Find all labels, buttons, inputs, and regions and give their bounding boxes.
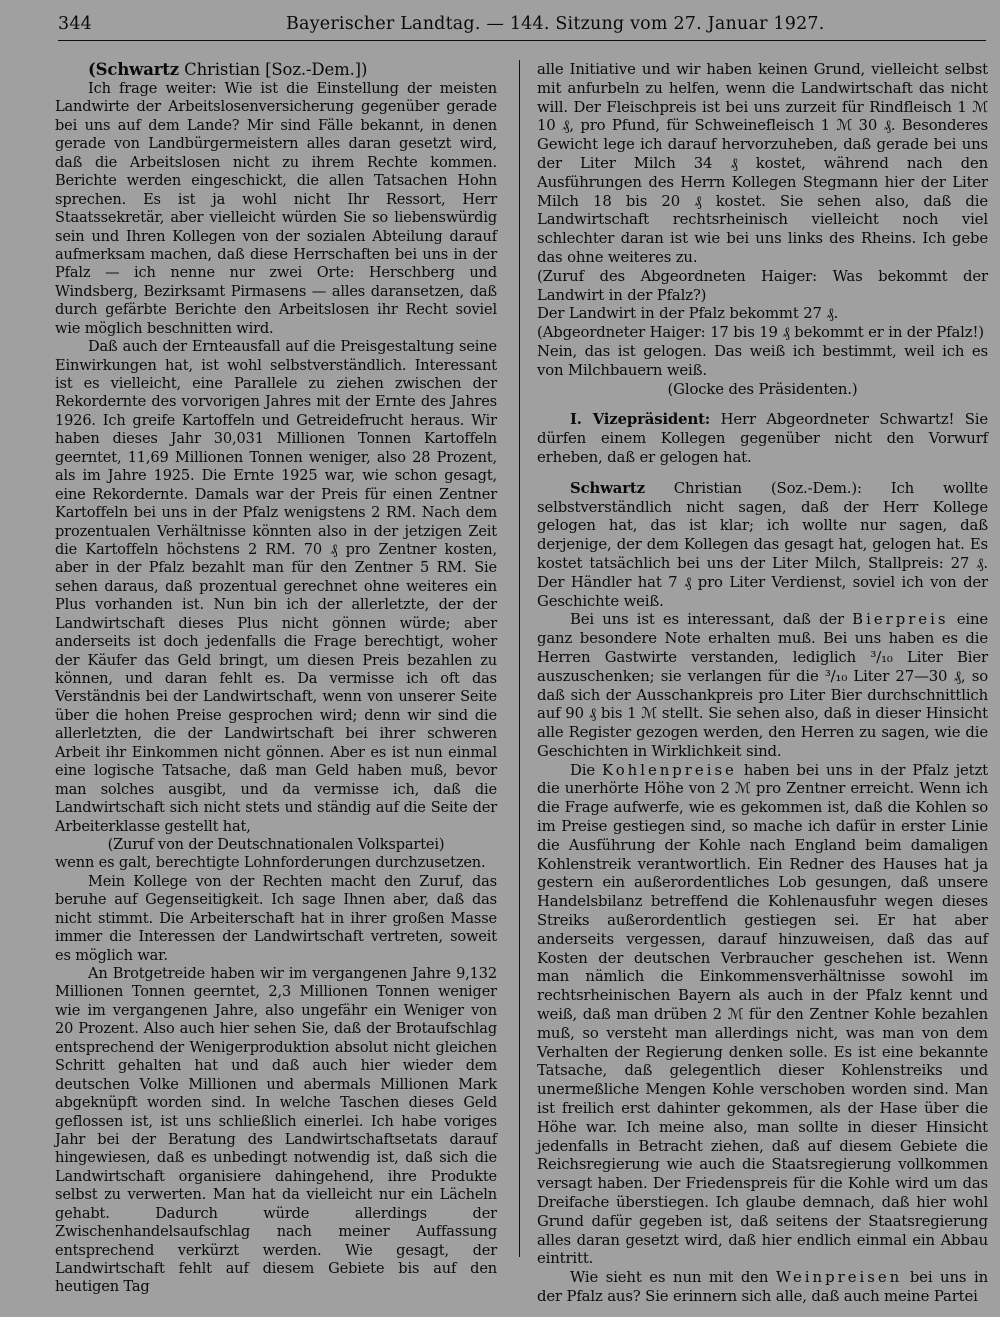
spacer — [537, 398, 988, 410]
text-run: haben bei uns in der Pfalz jetzt die unerhörte Höhe von 2 ℳ pro Zentner erreicht. Wenn ich die Frage aufwerfe, wie es gekommen ist, daß die Kohlen so im Preise gestiegen sind, so mache ich dafür in erster Linie die Ausführung der Kohle nach England beim damaligen Kohlenstreik verantwortlich. Ein Redner des Hauses hat ja gestern ein außerordentliches Lob gesungen, daß unsere Handelsbilanz betreffend die Kohlenausfuhr wegen dieses Streiks außerordentlich gestiegen sei. Er hat aber anderseits vergessen, darauf hinzuweisen, daß das auf Kosten der deutschen Verbraucher geschehen ist. Wenn man nämlich die Einkommensverhältnisse sowohl im rechtsrheinischen Bayern als auch in der Pfalz kennt und weiß, daß man drüben 2 ℳ für den Zentner Kohle bezahlen muß, so versteht man allerdings nicht, was man von dem Verhalten der Regierung denken solle. Es ist eine bekannte Tatsache, daß gelegentlich dieser Kohlenstreiks und unermeßliche Mengen Kohle verschoben worden sind. Man ist freilich erst dahinter gekommen, als der Hase über die Höhe war. Ich meine also, man sollte in dieser Hinsicht jedenfalls in Betracht ziehen, daß auf diesem Gebiete die Reichsregierung wie auch die Staatsregierung vollkommen versagt haben. Der Friedenspreis für die Kohle wird um das Dreifache überstiegen. Ich glaube demnach, daß hier wohl Grund dafür gegeben ist, daß seitens der Staatsregierung alles daran gesetzt wird, daß hier endlich einmal ein Abbau eintritt. — [537, 760, 988, 1268]
text-run: eine ganz besondere Note erhalten muß. Bei uns haben es die Herren Gastwirte verstanden, lediglich ³/₁₀ Liter Bier auszuschenken; sie verlangen für die ³/₁₀ Liter 27—30 ₰, so daß sich der Ausschankpreis pro Liter Bier durchschnittlich auf 90 ₰ bis 1 ℳ stellt. Sie sehen also, daß in dieser Hinsicht alle Register gezogen werden, den Herren zu sagen, wie die Geschichten in Wirklichkeit sind. — [537, 610, 988, 760]
speaker-reply — [537, 479, 988, 611]
emphasis-term: Bierpreis — [852, 610, 949, 629]
text-run: Wie sieht es nun mit den — [570, 1268, 776, 1287]
interjection: (Zuruf von der Deutschnationalen Volkspartei) — [107, 835, 445, 853]
interjection: (Zuruf des Abgeordneten Haiger: Was bekommt der Landwirt in der Pfalz?) — [537, 266, 988, 304]
emphasis-term: Weinpreisen — [775, 1268, 903, 1287]
president-text: Herr Abgeordneter Schwartz! Sie dürfen einem Kollegen gegenüber nicht den Vorwurf erheben, daß er gelogen hat. — [537, 410, 988, 466]
paragraph: Nein, das ist gelogen. Das weiß ich bestimmt, weil ich es von Milchbauern weiß. — [537, 341, 988, 379]
paragraph: Ich frage weiter: Wie ist die Einstellung der meisten Landwirte der Arbeitslosenversicherung gegenüber gerade bei uns auf dem Lande? Mir sind Fälle bekannt, in denen gerade von Landbürgermeistern alles daran gesetzt wird, daß die Arbeitslosen nicht zu ihrem Rechte kommen. Berichte werden eingeschickt, die allen Tatsachen Hohn sprechen. Es ist ja wohl nicht Ihr Ressort, Herr Staatssekretär, aber vielleicht würden Sie so liebenswürdig sein und Ihren Kollegen von der sozialen Abteilung darauf aufmerksam machen, daß diese Herrschaften bei uns in der Pfalz — ich nenne nur zwei Orte: Herschberg und Windsberg, Bezirksamt Pirmasens — alles daransetzen, daß durch gefärbte Berichte den Arbeitslosen ihr Recht soviel wie möglich beschnitten wird. — [55, 80, 497, 337]
interjection: (Abgeordneter Haiger: 17 bis 19 ₰ bekommt er in der Pfalz!) — [537, 323, 984, 342]
paragraph: Der Landwirt in der Pfalz bekommt 27 ₰. — [537, 304, 839, 323]
right-column — [537, 60, 988, 1306]
text-run: Bei uns ist es interessant, daß der — [570, 610, 853, 629]
paragraph-continuation: alle Initiative und wir haben keinen Grund, vielleicht selbst mit anfurbeln zu helfen, wenn die Landwirtschaft das nicht will. Der Fleischpreis ist bei uns zurzeit für Rindfleisch 1 ℳ 10 ₰, pro Pfund, für Schweinefleisch 1 ℳ 30 ₰. Besonderes Gewicht lege ich darauf hervorzuheben, daß gerade bei uns der Liter Milch 34 ₰ kostet, während nach den Ausführungen des Herrn Kollegen Stegmann hier der Liter Milch 18 bis 20 ₰ kostet. Sie sehen also, daß die Landwirtschaft rechtsrheinisch vielleicht noch viel schlechter daran ist wie bei uns links des Rheins. Ich gebe das ohne weiteres zu. — [537, 60, 988, 266]
paragraph: Mein Kollege von der Rechten macht den Zuruf, das beruhe auf Gegenseitigkeit. Ich sage Ihnen aber, daß das nicht stimmt. Die Arbeiterschaft hat in ihrer großen Masse immer die Interessen der Landwirtschaft vertreten, soweit es möglich war. — [55, 872, 497, 964]
speaker-heading — [55, 60, 497, 80]
running-title: Bayerischer Landtag. — 144. Sitzung vom 27. Januar 1927. — [286, 14, 825, 34]
page-header — [58, 14, 992, 40]
paragraph-beer-price — [537, 610, 988, 760]
page-number: 344 — [58, 14, 93, 34]
column-divider — [519, 60, 520, 1257]
paragraph-wine-price — [537, 1268, 988, 1306]
speaker-name: (Schwartz — [88, 60, 179, 79]
speaker-affiliation: Christian [Soz.-Dem.]) — [179, 60, 368, 79]
emphasis-term: Kohlenpreise — [602, 760, 737, 779]
paragraph-coal-price — [537, 761, 988, 1269]
text-run: bei uns in der Pfalz aus? Sie erinnern sich alle, daß auch meine Partei — [537, 1268, 989, 1305]
spacer — [537, 467, 988, 479]
paragraph: Daß auch der Ernteausfall auf die Preisgestaltung seine Einwirkungen hat, ist wohl selbstverständlich. Interessant ist es vielleicht, eine Parallele zu ziehen zwischen der Rekordernte des vorvorigen Jahres mit der Ernte des Jahres 1926. Ich greife Kartoffeln und Getreidefrucht heraus. Wir haben dieses Jahr 30,031 Millionen Tonnen Kartoffeln geerntet, 11,69 Millionen Tonnen weniger, also 28 Prozent, als im Jahre 1925. Die Ernte 1925 war, wie schon gesagt, eine Rekordernte. Damals war der Preis für einen Zentner Kartoffeln bei uns in der Pfalz wenigstens 2 RM. Nach dem prozentualen Verhältnisse könnten also in der jetzigen Zeit die Kartoffeln höchstens 2 RM. 70 ₰ pro Zentner kosten, aber in der Pfalz bezahlt man für den Zentner 5 RM. Sie sehen daraus, daß prozentual gerechnet ohne weiteres ein Plus vorhanden ist. Nun bin ich der allerletzte, der der Landwirtschaft dieses Plus nicht gönnen würde; aber anderseits ist doch jedenfalls die Frage berechtigt, woher der Käufer das Geld bringt, um diesen Preis bezahlen zu können, und daran fehlt es. Da vermisse ich oft das Verständnis bei der Landwirtschaft, wenn von unserer Seite über die hohen Preise gesprochen wird; denn wir sind die allerletzten, die der Landwirtschaft bei ihrer schweren Arbeit ihr Einkommen nicht gönnen. Aber es ist nun einmal eine logische Tatsache, daß man Geld haben muß, bevor man solches ausgibt, und da vermisse ich, daß die Landwirtschaft sich nicht stets und ständig auf die Seite der Arbeiterklasse gestellt hat, — [55, 338, 497, 835]
paragraph-continuation: wenn es galt, berechtigte Lohnforderungen durchzusetzen. — [55, 854, 486, 872]
president-label: I. Vizepräsident: — [570, 410, 711, 429]
speaker-name: Schwartz — [570, 478, 645, 497]
text-run: Die — [570, 760, 603, 779]
left-column — [55, 60, 497, 1297]
paragraph: An Brotgetreide haben wir im vergangenen Jahre 9,132 Millionen Tonnen geerntet, 2,3 Millionen Tonnen weniger wie im vergangenen Jahre, also ungefähr ein Weniger von 20 Prozent. Also auch hier sehen Sie, daß der Brotaufschlag entsprechend der Wenigerproduktion absolut nicht gleichen Schritt gehalten hat und daß auch hier wieder dem deutschen Volke Millionen und abermals Millionen Mark abgeknüpft worden sind. In welche Taschen dieses Geld geflossen ist, ist uns schließlich einerlei. Ich habe voriges Jahr bei der Beratung des Landwirtschaftsetats darauf hingewiesen, daß es unbedingt notwendig ist, daß sich die Landwirtschaft organisiere dahingehend, ihre Produkte selbst zu verwerten. Man hat da vielleicht nur ein Lächeln gehabt. Dadurch würde allerdings der Zwischenhandelsaufschlag nach meiner Auffassung entsprechend verkürzt werden. Wie gesagt, der Landwirtschaft fehlt auf diesem Gebiete bis auf den heutigen Tag — [55, 965, 497, 1296]
president-remark — [537, 410, 988, 466]
speaker-reply-text: Christian (Soz.-Dem.): Ich wollte selbstverständlich nicht sagen, daß der Herr Kollege gelogen hat, das ist klar; ich wollte nur sagen, daß derjenige, der dem Kollegen das gesagt hat, gelogen hat. Es kostet tatsächlich bei uns der Liter Milch, Stallpreis: 27 ₰. Der Händler hat 7 ₰ pro Liter Verdienst, soviel ich von der Geschichte weiß. — [537, 478, 988, 610]
interjection: (Glocke des Präsidenten.) — [667, 379, 858, 398]
header-rule — [58, 40, 986, 41]
